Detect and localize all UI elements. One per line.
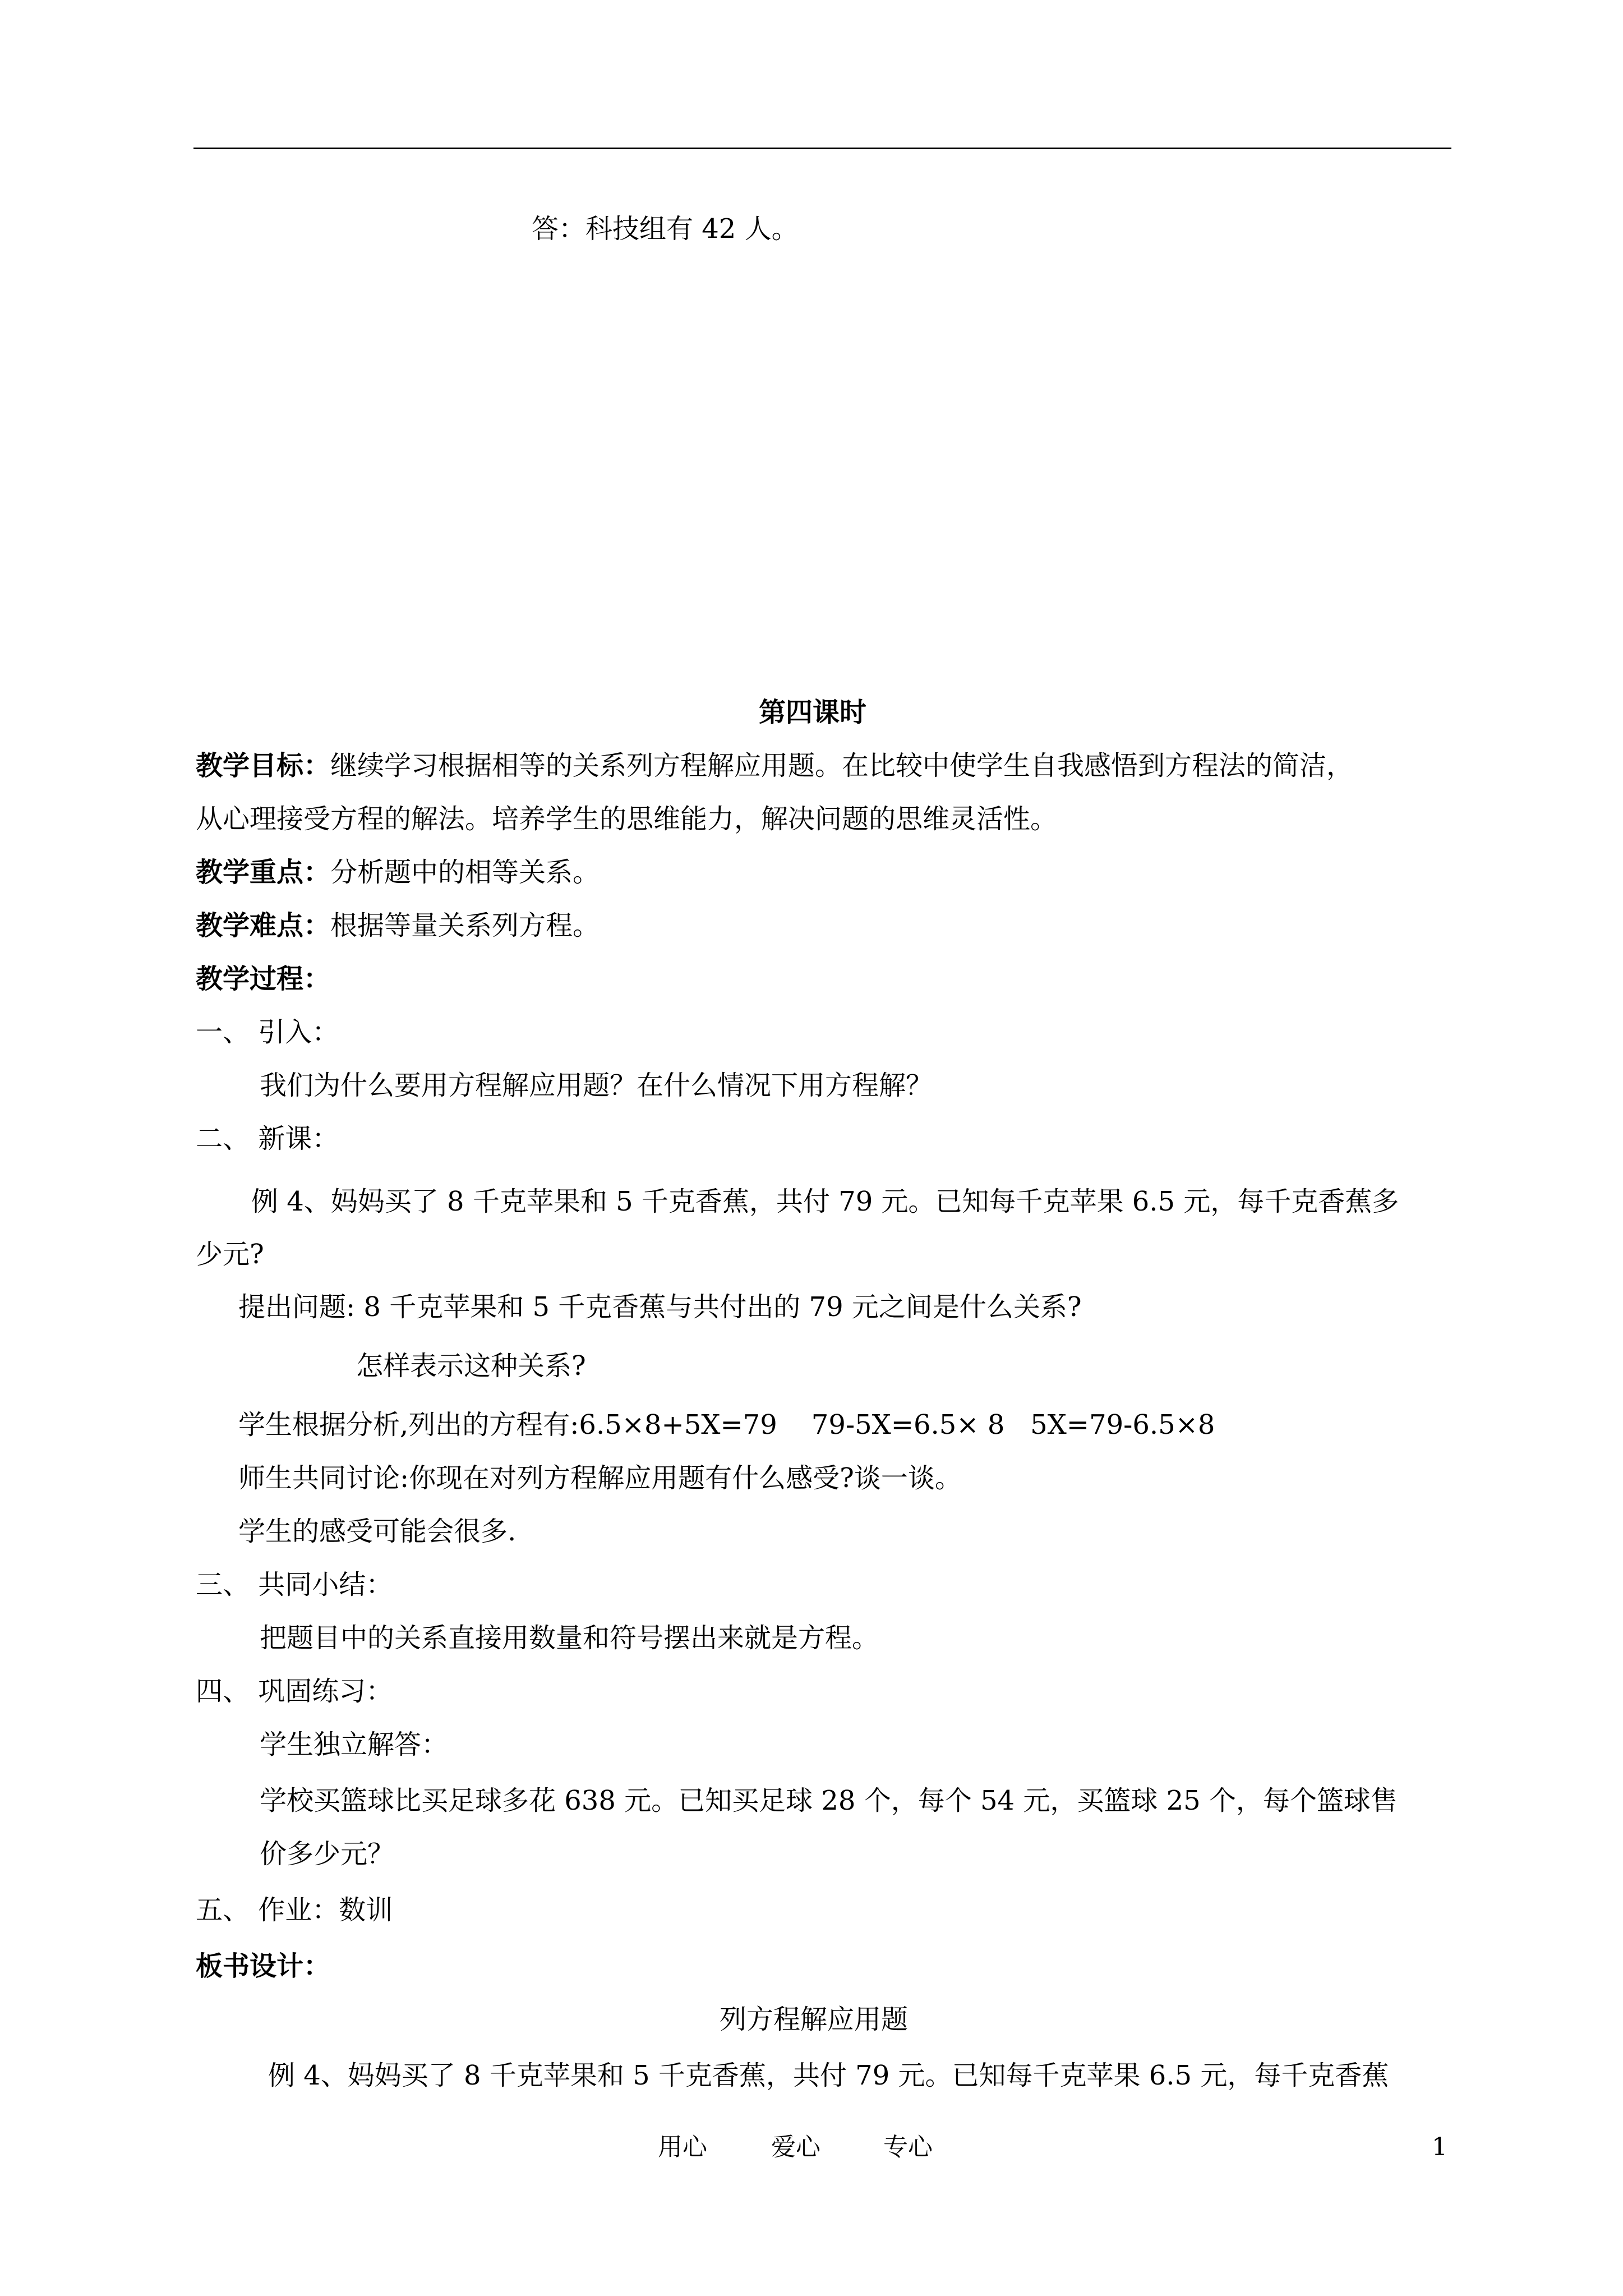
footer-word-1: 用心 <box>658 2133 707 2161</box>
intro-heading: 一、 引入： <box>196 1016 339 1048</box>
practice-line-1: 学校买篮球比买足球多花 638 元。已知买足球 28 个，每个 54 元，买篮球 25 个，每个篮球售 <box>260 1785 1398 1816</box>
goals-label: 教学目标： <box>196 750 331 781</box>
difficulty-text: 根据等量关系列方程。 <box>330 910 600 941</box>
intro-text: 我们为什么要用方程解应用题？在什么情况下用方程解？ <box>260 1070 933 1101</box>
key-point-text: 分析题中的相等关系。 <box>330 857 600 888</box>
goals-line-1 <box>196 749 1353 783</box>
key-point-line <box>196 855 600 889</box>
new-lesson-heading: 二、 新课： <box>196 1123 339 1154</box>
example-line-2: 少元? <box>196 1239 264 1270</box>
key-point-label: 教学重点： <box>196 857 331 888</box>
question-line: 提出问题: 8 千克苹果和 5 千克香蕉与共付出的 79 元之间是什么关系? <box>238 1291 1082 1323</box>
discussion-line: 师生共同讨论:你现在对列方程解应用题有什么感受?谈一谈。 <box>238 1462 962 1494</box>
page-number: 1 <box>1432 2133 1447 2161</box>
practice-intro: 学生独立解答： <box>260 1729 449 1760</box>
goals-text-1: 继续学习根据相等的关系列方程解应用题。在比较中使学生自我感悟到方程法的简洁， <box>330 750 1354 781</box>
answer-line: 答：科技组有 42 人。 <box>532 213 799 245</box>
board-label: 板书设计： <box>196 1950 331 1982</box>
goals-line-2: 从心理接受方程的解法。培养学生的思维能力，解决问题的思维灵活性。 <box>196 803 1058 835</box>
feelings-line: 学生的感受可能会很多. <box>238 1516 517 1547</box>
practice-heading: 四、 巩固练习： <box>196 1676 393 1707</box>
board-example: 例 4、妈妈买了 8 千克苹果和 5 千克香蕉，共付 79 元。已知每千克苹果 6.5 元，每千克香蕉 <box>268 2060 1389 2091</box>
summary-text: 把题目中的关系直接用数量和符号摆出来就是方程。 <box>260 1622 879 1654</box>
difficulty-label: 教学难点： <box>196 910 331 941</box>
equations-line: 学生根据分析,列出的方程有:6.5×8+5X=79 79-5X=6.5× 8 5X=79-6.5×8 <box>238 1409 1215 1441</box>
footer-word-2: 爱心 <box>771 2133 820 2161</box>
practice-line-2: 价多少元？ <box>260 1838 395 1870</box>
header-rule <box>193 148 1451 149</box>
board-title: 列方程解应用题 <box>720 2004 909 2035</box>
summary-heading: 三、 共同小结： <box>196 1569 393 1600</box>
lesson-title: 第四课时 <box>759 697 867 728</box>
question-line-2: 怎样表示这种关系? <box>356 1350 586 1382</box>
process-label: 教学过程： <box>196 963 331 995</box>
homework-line: 五、 作业：数训 <box>196 1894 393 1926</box>
difficulty-line <box>196 909 600 942</box>
footer-word-3: 专心 <box>883 2133 933 2161</box>
example-line-1: 例 4、妈妈买了 8 千克苹果和 5 千克香蕉，共付 79 元。已知每千克苹果 6.5 元，每千克香蕉多 <box>251 1186 1399 1217</box>
